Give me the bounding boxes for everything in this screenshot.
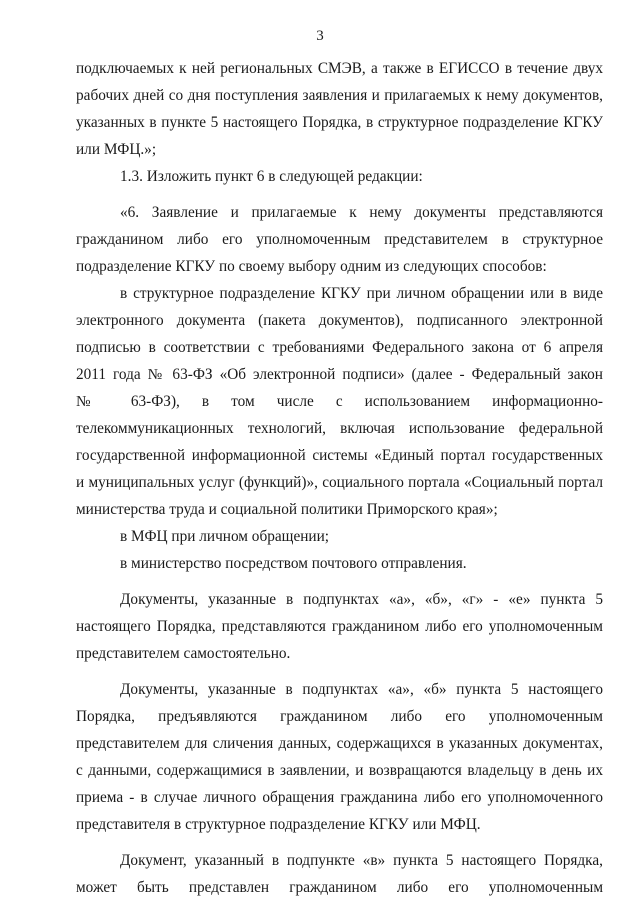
text-line: указанных в пункте 5 настоящего Порядка, в структурное подразделение КГКУ: [76, 114, 603, 131]
text-line: № 63-ФЗ), в том числе с использованием информационно-: [76, 393, 603, 410]
text-line: подключаемых к ней региональных СМЭВ, а также в ЕГИССО в течение двух: [76, 60, 603, 77]
document-body: [76, 55, 603, 901]
text-line: министерства труда и социальной политики Приморского края»;: [76, 501, 498, 518]
text-line: государственной информационной системы «Единый портал государственных: [76, 447, 603, 464]
paragraph-gap: [76, 190, 603, 199]
text-line: настоящего Порядка, представляются гражданином либо его уполномоченным: [76, 618, 603, 635]
text-line: приема - в случае личного обращения гражданина либо его уполномоченного: [76, 789, 603, 806]
paragraph-gap: [76, 667, 603, 676]
text-line: рабочих дней со дня поступления заявления и прилагаемых к нему документов,: [76, 87, 603, 104]
text-line: «6. Заявление и прилагаемые к нему документы представляются: [120, 204, 603, 221]
text-line: представителя в структурное подразделение КГКУ или МФЦ.: [76, 816, 481, 833]
text-line: или МФЦ.»;: [76, 141, 157, 158]
text-line: 2011 года № 63-ФЗ «Об электронной подписи» (далее - Федеральный закон: [76, 366, 603, 383]
text-line: в МФЦ при личном обращении;: [120, 528, 330, 545]
text-line: в структурное подразделение КГКУ при личном обращении или в виде: [120, 285, 603, 302]
text-line: телекоммуникационных технологий, включая использование федеральной: [76, 420, 603, 437]
text-line: представителем для сличения данных, содержащихся в указанных документах,: [76, 735, 603, 752]
paragraph-gap: [76, 838, 603, 847]
text-line: представителем самостоятельно.: [76, 645, 291, 662]
page-number: 3: [316, 28, 324, 44]
text-line: может быть представлен гражданином либо его уполномоченным: [76, 879, 603, 896]
text-line: в министерство посредством почтового отправления.: [120, 555, 467, 572]
text-line: с данными, содержащимися в заявлении, и возвращаются владельцу в день их: [76, 762, 603, 779]
text-line: электронного документа (пакета документов), подписанного электронной: [76, 312, 603, 329]
text-line: Документы, указанные в подпунктах «а», «б» пункта 5 настоящего: [120, 681, 603, 698]
text-line: Документы, указанные в подпунктах «а», «б», «г» - «е» пункта 5: [120, 591, 603, 608]
paragraph-gap: [76, 577, 603, 586]
text-line: Порядка, предъявляются гражданином либо его уполномоченным: [76, 708, 603, 725]
text-line: 1.3. Изложить пункт 6 в следующей редакции:: [120, 168, 423, 185]
text-line: подписью в соответствии с требованиями Федерального закона от 6 апреля: [76, 339, 603, 356]
text-line: и муниципальных услуг (функций)», социального портала «Социальный портал: [76, 474, 603, 491]
text-line: гражданином либо его уполномоченным представителем в структурное: [76, 231, 603, 248]
text-line: подразделение КГКУ по своему выбору одним из следующих способов:: [76, 258, 547, 275]
text-line: Документ, указанный в подпункте «в» пункта 5 настоящего Порядка,: [120, 852, 603, 869]
